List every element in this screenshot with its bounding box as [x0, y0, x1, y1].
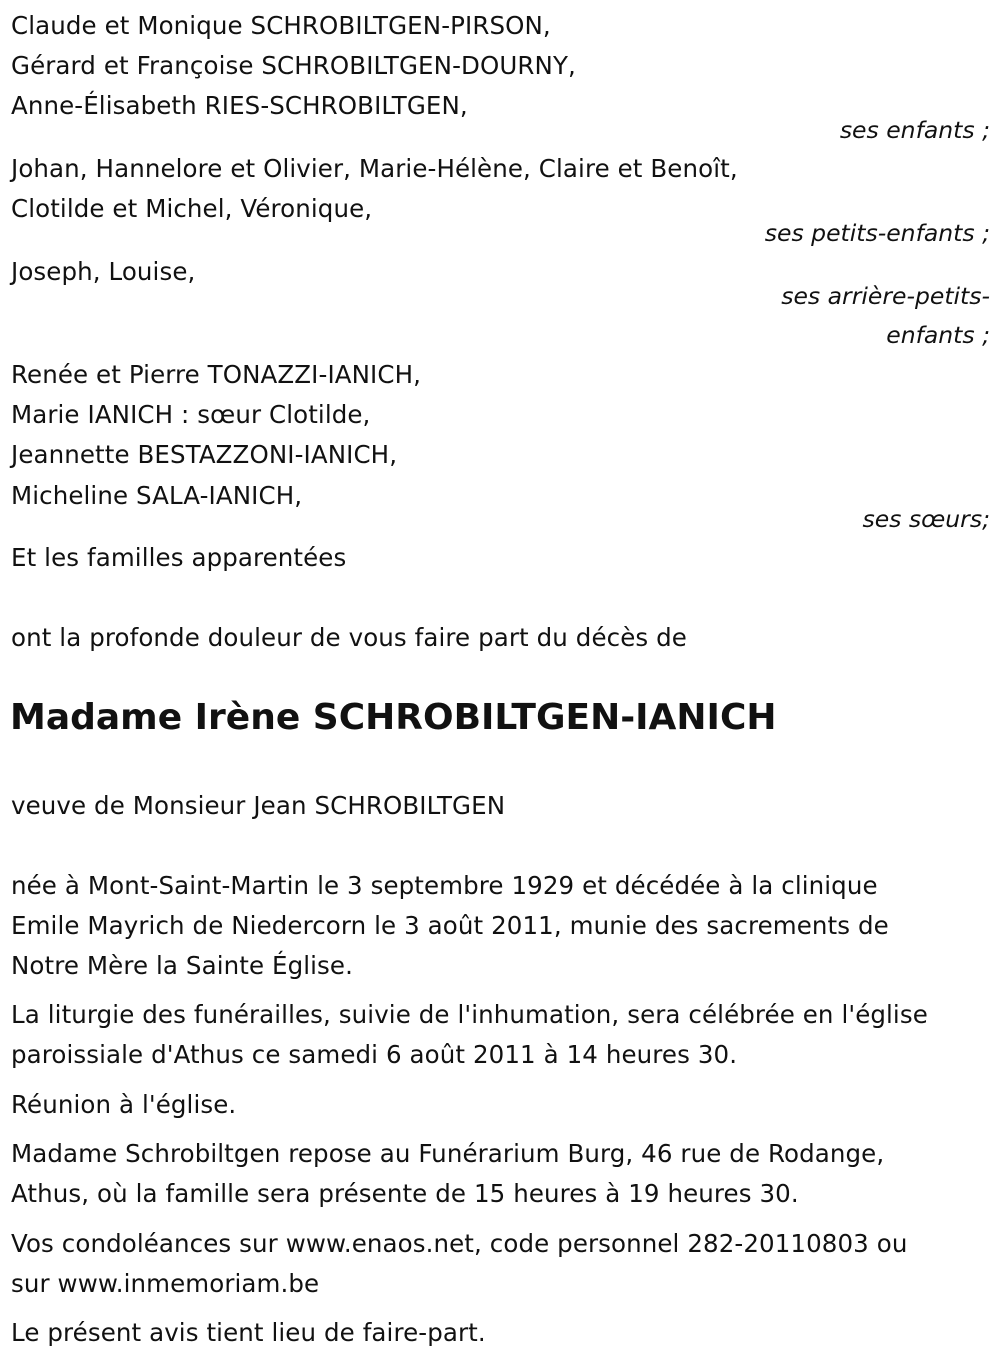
great-grandchildren-label-continued: enfants ;: [886, 321, 990, 349]
child-line: Gérard et Françoise SCHROBILTGEN-DOURNY,: [11, 51, 576, 80]
meeting-line: Réunion à l'église.: [11, 1090, 237, 1119]
birth-death-line: Notre Mère la Sainte Église.: [11, 951, 353, 980]
deceased-name: Madame Irène SCHROBILTGEN-IANICH: [10, 697, 777, 738]
closing-line: Le présent avis tient lieu de faire-part.: [11, 1318, 486, 1347]
grandchildren-label: ses petits-enfants ;: [764, 219, 990, 247]
sister-line: Jeannette BESTAZZONI-IANICH,: [11, 440, 398, 469]
funeral-home-line: Athus, où la famille sera présente de 15 heures à 19 heures 30.: [11, 1179, 799, 1208]
announcement-line: ont la profonde douleur de vous faire part du décès de: [11, 623, 687, 652]
condolences-line: Vos condoléances sur www.enaos.net, code personnel 282-20110803 ou: [11, 1229, 908, 1258]
liturgy-line: paroissiale d'Athus ce samedi 6 août 2011 à 14 heures 30.: [11, 1040, 738, 1069]
widow-of-line: veuve de Monsieur Jean SCHROBILTGEN: [11, 791, 506, 820]
birth-death-line: Emile Mayrich de Niedercorn le 3 août 2011, munie des sacrements de: [11, 911, 889, 940]
child-line: Anne-Élisabeth RIES-SCHROBILTGEN,: [11, 91, 468, 120]
sister-line: Micheline SALA-IANICH,: [11, 481, 303, 510]
sister-line: Marie IANICH : sœur Clotilde,: [11, 400, 371, 429]
grandchild-line: Clotilde et Michel, Véronique,: [11, 194, 373, 223]
birth-death-line: née à Mont-Saint-Martin le 3 septembre 1929 et décédée à la clinique: [11, 871, 878, 900]
grandchild-line: Johan, Hannelore et Olivier, Marie-Hélène, Claire et Benoît,: [11, 154, 738, 183]
funeral-home-line: Madame Schrobiltgen repose au Funérarium Burg, 46 rue de Rodange,: [11, 1139, 885, 1168]
condolences-line: sur www.inmemoriam.be: [11, 1269, 320, 1298]
great-grandchildren-label: ses arrière-petits-: [781, 282, 990, 310]
great-grandchild-line: Joseph, Louise,: [11, 257, 196, 286]
child-line: Claude et Monique SCHROBILTGEN-PIRSON,: [11, 11, 551, 40]
sister-line: Renée et Pierre TONAZZI-IANICH,: [11, 360, 422, 389]
sisters-label: ses sœurs;: [862, 505, 990, 533]
families-line: Et les familles apparentées: [11, 543, 347, 572]
children-label: ses enfants ;: [839, 116, 990, 144]
liturgy-line: La liturgie des funérailles, suivie de l'inhumation, sera célébrée en l'église: [11, 1000, 928, 1029]
